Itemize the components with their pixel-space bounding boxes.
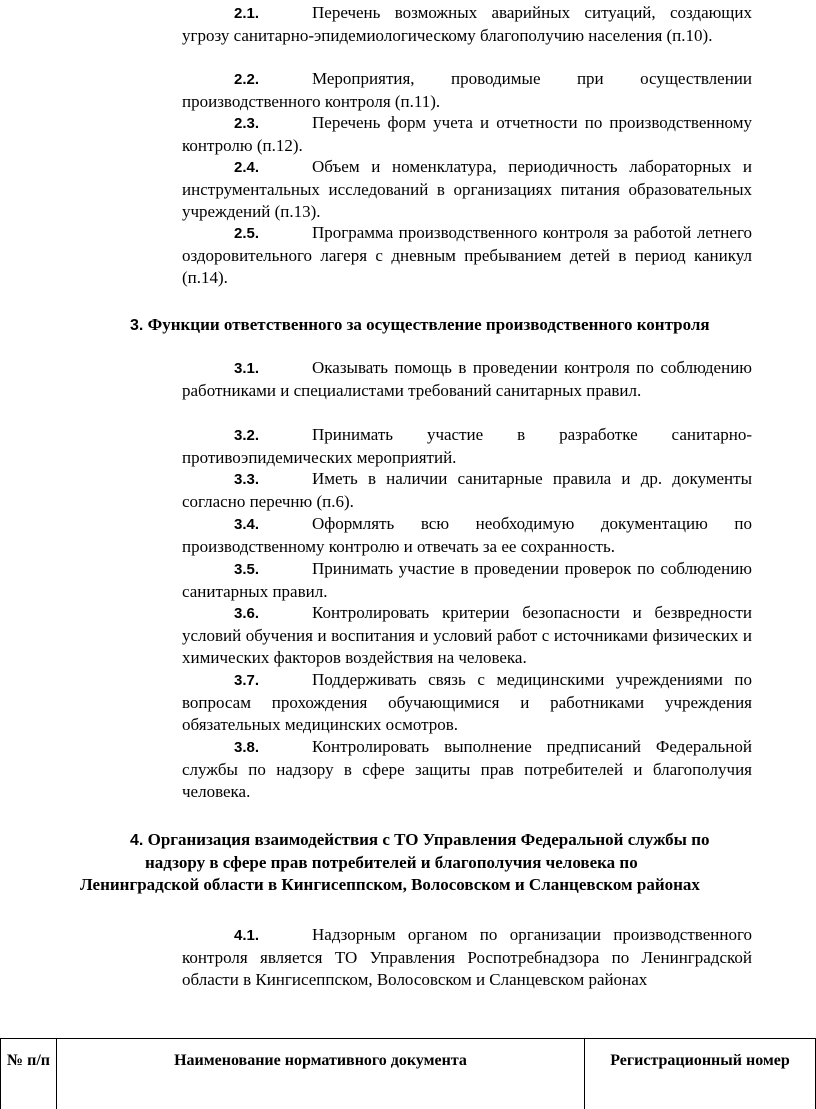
- item-number: 3.7.: [234, 672, 260, 689]
- item-number: 3.2.: [234, 427, 260, 444]
- column-document-name: Наименование нормативного документа: [57, 1039, 585, 1109]
- item-3-3: [182, 468, 752, 513]
- item-number: 2.4.: [234, 159, 260, 176]
- item-text: Контролировать критерии безопасности и безвредности условий обучения и воспитания и условий работ с источниками физических и химических факторов воздействия на человека.: [182, 603, 752, 667]
- item-number: 3.6.: [234, 605, 260, 622]
- item-text: Иметь в наличии санитарные правила и др. документы согласно перечню (п.6).: [182, 469, 752, 511]
- item-3-1: [182, 357, 752, 402]
- item-text: Мероприятия, проводимые при осуществлении производственного контроля (п.11).: [182, 69, 752, 111]
- section-4-heading-line-3: [80, 874, 700, 896]
- documents-table-header: [0, 1038, 816, 1109]
- item-number: 3.8.: [234, 739, 260, 756]
- item-number: 2.1.: [234, 5, 260, 22]
- item-2-3: [182, 112, 752, 157]
- item-3-7: [182, 669, 752, 736]
- section-title-line-1: Организация взаимодействия с ТО Управления Федеральной службы по: [147, 830, 710, 849]
- item-number: 2.3.: [234, 115, 260, 132]
- section-title-line-3: Ленинградской области в Кингисеппском, Волосовском и Сланцевском районах: [80, 875, 700, 894]
- item-number: 2.2.: [234, 71, 260, 88]
- item-2-4: [182, 156, 752, 223]
- item-2-5: [182, 222, 752, 289]
- item-number: 3.1.: [234, 360, 260, 377]
- item-2-1: [182, 2, 752, 47]
- item-text: Оказывать помощь в проведении контроля по соблюдению работниками и специалистами требований санитарных правил.: [182, 358, 752, 400]
- section-4-heading: [130, 829, 710, 852]
- item-3-2: [182, 424, 752, 469]
- item-text: Оформлять всю необходимую документацию по производственному контролю и отвечать за ее сохранность.: [182, 514, 752, 556]
- item-4-1: [182, 924, 752, 991]
- item-2-2: [182, 68, 752, 113]
- item-number: 4.1.: [234, 927, 260, 944]
- item-text: Контролировать выполнение предписаний Федеральной службы по надзору в сфере защиты прав потребителей и благополучия человека.: [182, 737, 752, 801]
- column-number: № п/п: [1, 1039, 57, 1109]
- section-4-heading-line-2: [145, 852, 638, 874]
- item-number: 3.3.: [234, 471, 260, 488]
- item-text: Принимать участие в проведении проверок по соблюдению санитарных правил.: [182, 559, 752, 601]
- section-title: Функции ответственного за осуществление производственного контроля: [147, 315, 710, 334]
- item-text: Перечень возможных аварийных ситуаций, создающих угрозу санитарно-эпидемиологическому благополучию населения (п.10).: [182, 3, 752, 45]
- item-text: Поддерживать связь с медицинскими учреждениями по вопросам прохождения обучающимися и работниками учреждения обязательных медицинских осмотров.: [182, 670, 752, 734]
- section-number: 4.: [130, 832, 144, 849]
- item-text: Объем и номенклатура, периодичность лабораторных и инструментальных исследований в организациях питания образовательных учреждений (п.13).: [182, 157, 752, 221]
- item-3-5: [182, 558, 752, 603]
- section-number: 3.: [130, 317, 144, 334]
- item-number: 3.4.: [234, 516, 260, 533]
- item-text: Принимать участие в разработке санитарно-противоэпидемических мероприятий.: [182, 425, 752, 467]
- column-registration-number: Регистрационный номер: [610, 1052, 790, 1069]
- item-text: Надзорным органом по организации производственного контроля является ТО Управления Роспотребнадзора по Ленинградской области в Кингисеппском, Волосовском и Сланцевском районах: [182, 925, 752, 989]
- item-number: 2.5.: [234, 225, 260, 242]
- item-3-8: [182, 736, 752, 803]
- item-text: Перечень форм учета и отчетности по производственному контролю (п.12).: [182, 113, 752, 155]
- item-3-6: [182, 602, 752, 669]
- section-3-heading: [130, 314, 710, 337]
- item-text: Программа производственного контроля за работой летнего оздоровительного лагеря с дневным пребыванием детей в период каникул (п.14).: [182, 223, 752, 287]
- item-number: 3.5.: [234, 561, 260, 578]
- item-3-4: [182, 513, 752, 558]
- section-title-line-2: надзору в сфере прав потребителей и благополучия человека по: [145, 853, 638, 872]
